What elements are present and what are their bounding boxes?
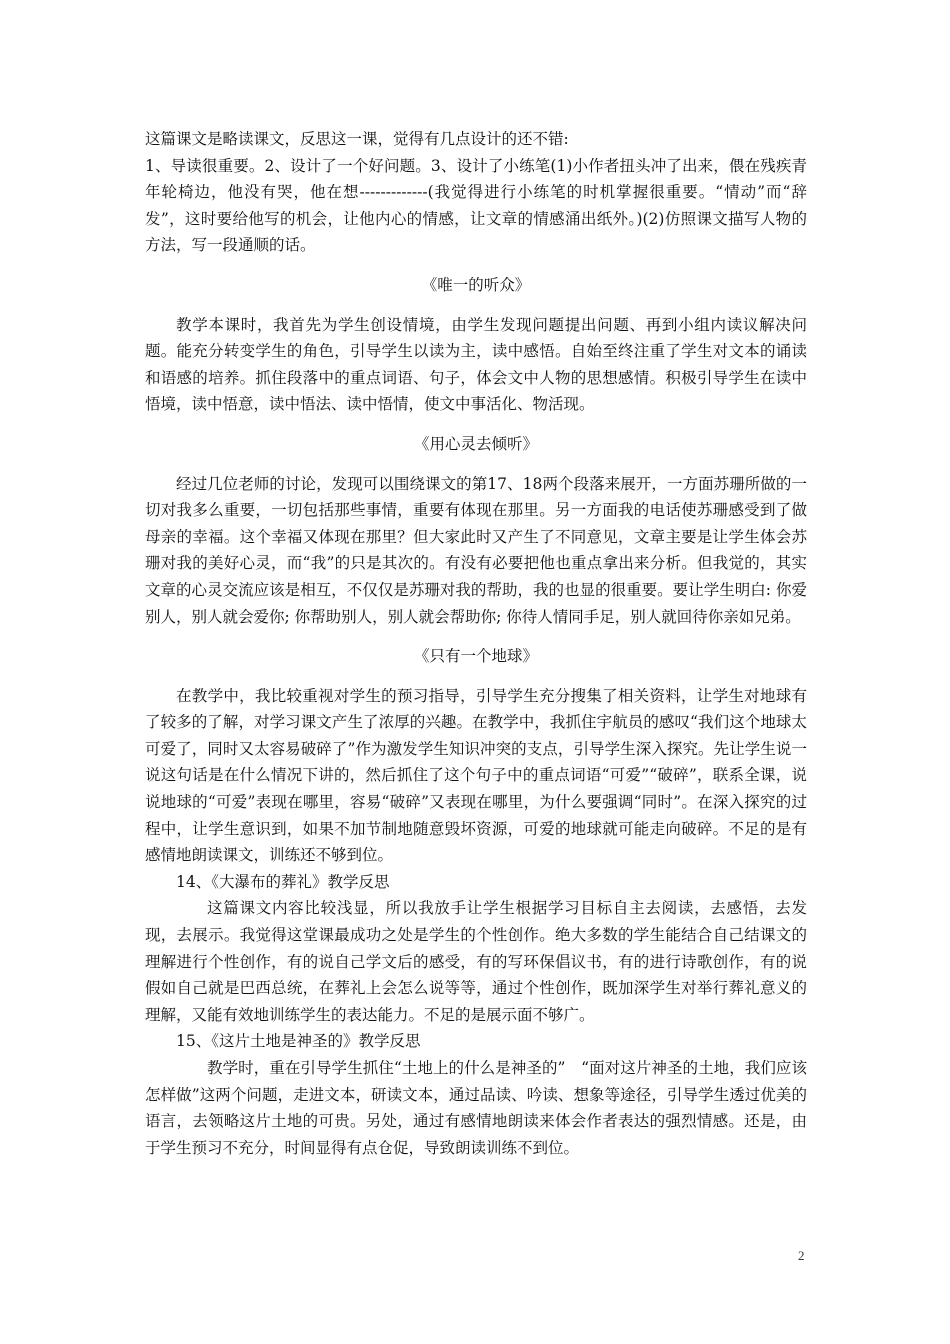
section-title-qingting: 《用心灵去倾听》 [413,434,538,453]
intro-line: 这篇课文是略读课文，反思这一课，觉得有几点设计的还不错: [145,130,569,148]
section-title-diqiu: 《只有一个地球》 [413,647,538,666]
section-title-weiyi: 《唯一的听众》 [421,275,531,294]
section-body-weiyi: 教学本课时，我首先为学生创设情境，由学生发现问题提出问题、再到小组内读议解决问题。能充分转变学生的角色，引导学生以读为主，读中感悟。自始至终注重了学生对文本的诵读和语感的培养。抓住段落中的重点词语、句子，体会文中人物的思想感情。积极引导学生在读中悟境，读中悟意，读中悟法、读中悟情，使文中事活化、物活现。 [145,315,807,414]
numbered-heading-14: 14、《大瀑布的葬礼》教学反思 [176,872,390,891]
section-body-diqiu: 在教学中，我比较重视对学生的预习指导，引导学生充分搜集了相关资料，让学生对地球有了较多的了解，对学习课文产生了浓厚的兴趣。在教学中，我抓住宇航员的感叹“我们这个地球太可爱了，同时又太容易破碎了”作为激发学生知识冲突的支点，引导学生深入探究。先让学生说一说这句话是在什么情况下讲的，然后抓住了这个句子中的重点词语“可爱”“破碎”，联系全课，说说地球的“可爱”表现在哪里，容易“破碎”又表现在哪里，为什么要强调“同时”。在深入探究的过程中，让学生意识到，如果不加节制地随意毁坏资源，可爱的地球就可能走向破碎。不足的是有感情地朗读课文，训练还不够到位。 [145,686,807,865]
numbered-heading-15: 15、《这片土地是神圣的》教学反思 [176,1032,421,1051]
numbered-body-14: 这篇课文内容比较浅显，所以我放手让学生根据学习目标自主去阅读，去感悟，去发现，去展示。我觉得这堂课最成功之处是学生的个性创作。绝大多数的学生能结合自己结课文的理解进行个性创作，有的说自己学文后的感受，有的写环保倡议书，有的进行诗歌创作，有的说假如自己就是巴西总统，在葬礼上会怎么说等等，通过个性创作，既加深学生对举行葬礼意义的理解，又能有效地训练学生的表达能力。不足的是展示面不够广。 [145,899,807,1024]
page-number: 2 [798,1248,805,1263]
numbered-body-15: 教学时，重在引导学生抓住“土地上的什么是神圣的” “面对这片神圣的土地，我们应该怎样做”这两个问题，走进文本，研读文本，通过品读、吟读、想象等途径，引导学生透过优美的语言，去领略这片土地的可贵。另处，通过有感情地朗读来体会作者表达的强烈情感。还是，由于学生预习不充分，时间显得有点仓促，导致朗读训练不到位。 [145,1059,807,1157]
section-body-qingting: 经过几位老师的讨论，发现可以围绕课文的第17、18两个段落来展开，一方面苏珊所做的一切对我多么重要，一切包括那些事情，重要有体现在那里。另一方面我的电话使苏珊感受到了做母亲的幸福。这个幸福又体现在那里？但大家此时又产生了不同意见，文章主要是让学生体会苏珊对我的美好心灵，而“我”的只是其次的。有没有必要把他也重点拿出来分析。但我觉的，其实文章的心灵交流应该是相互，不仅仅是苏珊对我的帮助，我的也显的很重要。要让学生明白: 你爱别人，别人就会爱你; 你帮助别人，别人就会帮助你; 你待人情同手足，别人就回待你亲如兄弟。 [145,474,807,626]
document-page [145,126,807,1161]
intro-body: 1、导读很重要。2、设计了一个好问题。3、设计了小练笔(1)小作者扭头冲了出来，偎在残疾青年轮椅边，他没有哭，他在想-------------(我觉得进行小练笔的时机掌握很重要。“情动”而“辞发”，这时要给他写的机会，让他内心的情感，让文章的情感涌出纸外。)(2)仿照课文描写人物的方法，写一段通顺的话。 [145,156,807,255]
